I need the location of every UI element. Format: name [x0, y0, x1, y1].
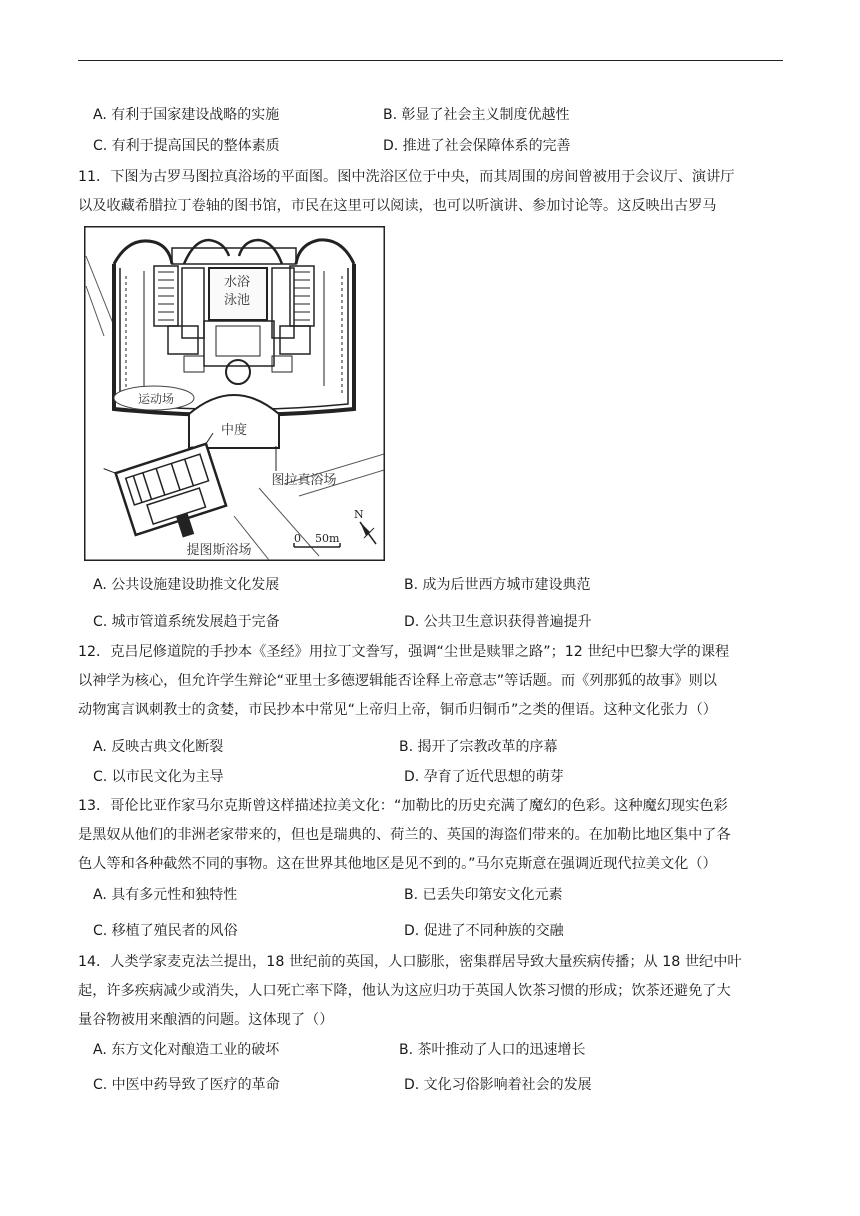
label-middle: 中度: [220, 423, 248, 438]
label-north: N: [354, 508, 364, 521]
q13-line-3: 色人等和各种截然不同的事物。这在世界其他地区是见不到的。”马尔克斯意在强调近现代拉美文化（）: [78, 856, 717, 872]
trajan-baths-plan: [84, 226, 385, 561]
label-scale: 0 50m: [294, 532, 340, 545]
q12-option-c: C. 以市民文化为主导: [93, 769, 224, 785]
q11-option-b: B. 成为后世西方城市建设典范: [404, 577, 591, 593]
q12-option-d: D. 孕育了近代思想的萌芽: [404, 769, 564, 785]
q10-option-b: B. 彰显了社会主义制度优越性: [383, 107, 570, 123]
q11-line-1: 11．下图为古罗马图拉真浴场的平面图。图中洗浴区位于中央，而其周围的房间曾被用于会议厅、演讲厅: [78, 169, 735, 185]
q11-line-2: 以及收藏希腊拉丁卷轴的图书馆，市民在这里可以阅读，也可以听演讲、参加讨论等。这反映出古罗马: [78, 198, 717, 214]
q14-line-1: 14．人类学家麦克法兰提出，18 世纪前的英国，人口膨胀，密集群居导致大量疾病传播；从 18 世纪中叶: [78, 954, 742, 970]
q13-stem: [78, 792, 788, 879]
q12-option-a: A. 反映古典文化断裂: [93, 739, 224, 755]
q12-stem: [78, 638, 788, 725]
q13-option-a: A. 具有多元性和独特性: [93, 887, 238, 903]
q10-option-d: D. 推进了社会保障体系的完善: [383, 138, 571, 154]
q14-stem: [78, 948, 788, 1035]
q14-option-c: C. 中医中药导致了医疗的革命: [93, 1077, 280, 1093]
q13-line-1: 13．哥伦比亚作家马尔克斯曾这样描述拉美文化：“加勒比的历史充满了魔幻的色彩。这种魔幻现实色彩: [78, 798, 728, 814]
q11-option-c: C. 城市管道系统发展趋于完备: [93, 614, 280, 630]
label-pool: 泳池: [223, 293, 251, 308]
q10-option-a: A. 有利于国家建设战略的实施: [93, 107, 280, 123]
label-water: 水浴: [223, 275, 251, 290]
header-rule: [78, 60, 783, 61]
q11-stem: [78, 163, 788, 221]
q13-option-c: C. 移植了殖民者的风俗: [93, 923, 238, 939]
q10-option-c: C. 有利于提高国民的整体素质: [93, 138, 280, 154]
q13-option-b: B. 已丢失印第安文化元素: [404, 887, 563, 903]
q13-option-d: D. 促进了不同种族的交融: [404, 923, 564, 939]
q12-option-b: B. 揭开了宗教改革的序幕: [399, 739, 558, 755]
q12-line-1: 12．克吕尼修道院的手抄本《圣经》用拉丁文誊写，强调“尘世是赎罪之路”；12 世纪中巴黎大学的课程: [78, 644, 730, 660]
q11-option-a: A. 公共设施建设助推文化发展: [93, 577, 280, 593]
q12-line-2: 以神学为核心，但允许学生辩论“亚里士多德逻辑能否诠释上帝意志”等话题。而《列那狐的故事》则以: [78, 673, 717, 689]
q14-line-3: 量谷物被用来酿酒的问题。这体现了（）: [78, 1012, 334, 1028]
label-trajan: 图拉真浴场: [271, 473, 337, 488]
q11-option-d: D. 公共卫生意识获得普遍提升: [404, 614, 592, 630]
q14-option-d: D. 文化习俗影响着社会的发展: [404, 1077, 592, 1093]
label-titus: 提图斯浴场: [186, 543, 252, 558]
q13-line-2: 是黑奴从他们的非洲老家带来的，但也是瑞典的、荷兰的、英国的海盗们带来的。在加勒比地区集中了各: [78, 827, 731, 843]
q14-option-b: B. 茶叶推动了人口的迅速增长: [399, 1042, 586, 1058]
q14-option-a: A. 东方文化对酿造工业的破坏: [93, 1042, 280, 1058]
label-sports: 运动场: [137, 392, 175, 406]
q12-line-3: 动物寓言讽刺教士的贪婪，市民抄本中常见“上帝归上帝，铜币归铜币”之类的俚语。这种文化张力（）: [78, 702, 717, 718]
q14-line-2: 起，许多疾病减少或消失，人口死亡率下降，他认为这应归功于英国人饮茶习惯的形成；饮茶还避免了大: [78, 983, 731, 999]
